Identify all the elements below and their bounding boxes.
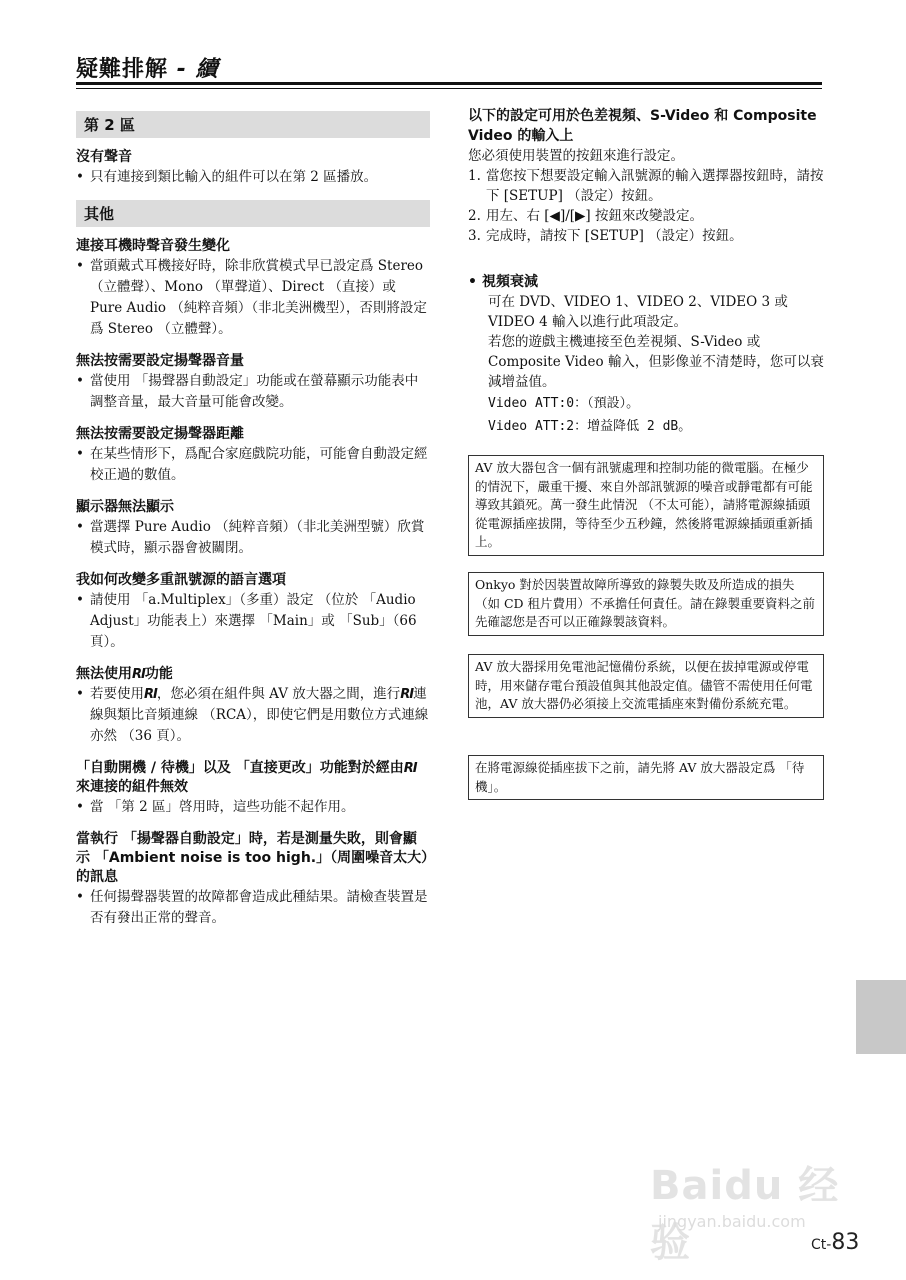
video-att-text2: 若您的遊戲主機連接至色差視頻、S-Video 或 Composite Video 輸入，但影像並不清楚時，您可以衰減增益值。 bbox=[488, 334, 824, 390]
header-rule-thin bbox=[76, 88, 822, 89]
auto-standby-text: • 當 「第 2 區」啓用時，這些功能不起作用。 bbox=[76, 797, 430, 818]
component-heading: 以下的設定可用於色差視頻、S-Video 和 Composite Video 的輸入上 bbox=[468, 108, 817, 144]
right-column bbox=[468, 106, 824, 438]
page-title-continued: - 續 bbox=[176, 57, 219, 82]
ri-logo-icon: RI bbox=[400, 687, 414, 702]
section-bar-other: 其他 bbox=[76, 200, 430, 227]
display-heading: 顯示器無法顯示 bbox=[76, 499, 174, 515]
page-number bbox=[811, 1230, 859, 1255]
page-number-value: 83 bbox=[831, 1230, 860, 1255]
section-bar-zone2: 第 2 區 bbox=[76, 111, 430, 138]
multiplex-heading: 我如何改變多重訊號源的語言選項 bbox=[76, 572, 286, 588]
step-item: 3. 完成時，請按下 [SETUP] （設定）按鈕。 bbox=[468, 228, 743, 244]
step-item: 1. 當您按下想要設定輸入訊號源的輸入選擇器按鈕時，請按下 [SETUP] （設定）按鈕。 bbox=[468, 168, 824, 204]
ri-logo-icon: RI bbox=[403, 761, 417, 776]
speaker-distance-text: • 在某些情形下，爲配合家庭戲院功能，可能會自動設定經校正過的數值。 bbox=[76, 444, 430, 486]
notice-memory-backup: AV 放大器採用免電池記憶備份系統，以便在拔掉電源或停電時，用來儲存電台預設值與其他設定值。儘管不需使用任何電池，AV 放大器仍必須接上交流電插座來對備份系統充電。 bbox=[468, 654, 824, 718]
component-intro: 您必須使用裝置的按鈕來進行設定。 bbox=[468, 148, 684, 164]
speaker-distance-heading: 無法按需要設定揚聲器距離 bbox=[76, 426, 244, 442]
watermark-url: jingyan.baidu.com bbox=[658, 1212, 806, 1231]
ri-logo-icon: RI bbox=[132, 667, 145, 682]
header-rule-thick bbox=[76, 82, 822, 85]
headphone-heading: 連接耳機時聲音發生變化 bbox=[76, 238, 230, 254]
zone2-text: • 只有連接到類比輸入的組件可以在第 2 區播放。 bbox=[76, 167, 430, 188]
video-att-heading: • 視頻衰減 bbox=[468, 272, 824, 292]
notice-onkyo-liability: Onkyo 對於因裝置故障所導致的錄製失敗及所造成的損失 （如 CD 租片費用）不承擔任何責任。請在錄製重要資料之前先確認您是否可以正確錄製該資料。 bbox=[468, 572, 824, 636]
notice-standby: 在將電源線從插座拔下之前，請先將 AV 放大器設定爲 「待機」。 bbox=[468, 755, 824, 800]
speaker-volume-heading: 無法按需要設定揚聲器音量 bbox=[76, 353, 244, 369]
step-item: 2. 用左、右 [◀]/[▶] 按鈕來改變設定。 bbox=[468, 208, 703, 224]
display-text: • 當選擇 Pure Audio （純粹音頻）（非北美洲型號）欣賞模式時，顯示器會被關閉。 bbox=[76, 517, 430, 559]
auto-standby-heading: 「自動開機 / 待機」以及 「直接更改」功能對於經由RI來連接的組件無效 bbox=[76, 760, 417, 795]
speaker-volume-text: • 當使用 「揚聲器自動設定」功能或在螢幕顯示功能表中調整音量，最大音量可能會改變。 bbox=[76, 371, 430, 413]
video-att-option-2: Video ATT:2：增益降低 2 dB。 bbox=[488, 419, 692, 434]
notice-microcomputer: AV 放大器包含一個有訊號處理和控制功能的微電腦。在極少的情況下，嚴重干擾、來自外部訊號源的噪音或靜電都有可能導致其鎖死。萬一發生此情況 （不太可能），請將電源線插頭從電源插座拔開，等待至少五秒鐘，然後將電源線插頭重新插上。 bbox=[468, 455, 824, 556]
watermark-brand: Baidu 经验 bbox=[650, 1163, 840, 1266]
ambient-noise-text: • 任何揚聲器裝置的故障都會造成此種結果。請檢查裝置是否有發出正常的聲音。 bbox=[76, 887, 430, 929]
video-att-option-0: Video ATT:0：（預設）。 bbox=[488, 396, 640, 411]
ambient-noise-heading: 當執行 「揚聲器自動設定」時，若是測量失敗，則會顯示 「Ambient noise is too high.」（周圍噪音太大）的訊息 bbox=[76, 831, 429, 885]
page-title bbox=[76, 52, 218, 83]
multiplex-text: • 請使用 「a.Multiplex」（多重）設定 （位於 「Audio Adjust」功能表上）來選擇 「Main」或 「Sub」（66 頁）。 bbox=[76, 590, 430, 653]
page-title-text: 疑難排解 bbox=[76, 57, 169, 82]
headphone-text: • 當頭戴式耳機接好時，除非欣賞模式早已設定爲 Stereo （立體聲）、Mono （單聲道）、Direct （直接）或 Pure Audio （純粹音頻）（非北美洲機型），否則將設定爲 Stereo （立體聲）。 bbox=[76, 256, 430, 340]
video-att-block bbox=[468, 272, 824, 438]
component-steps bbox=[468, 166, 824, 246]
ri-logo-icon: RI bbox=[144, 687, 157, 702]
ri-heading: 無法使用RI功能 bbox=[76, 666, 173, 682]
page-number-prefix: Ct- bbox=[811, 1237, 832, 1253]
side-tab bbox=[856, 980, 906, 1054]
left-column bbox=[76, 111, 430, 941]
zone2-heading: 沒有聲音 bbox=[76, 149, 132, 165]
video-att-text1: 可在 DVD、VIDEO 1、VIDEO 2、VIDEO 3 或 VIDEO 4 輸入以進行此項設定。 bbox=[488, 294, 788, 330]
ri-text: • 若要使用RI，您必須在組件與 AV 放大器之間，進行RI連線與類比音頻連線 （RCA），即使它們是用數位方式連線亦然 （36 頁）。 bbox=[76, 684, 430, 747]
